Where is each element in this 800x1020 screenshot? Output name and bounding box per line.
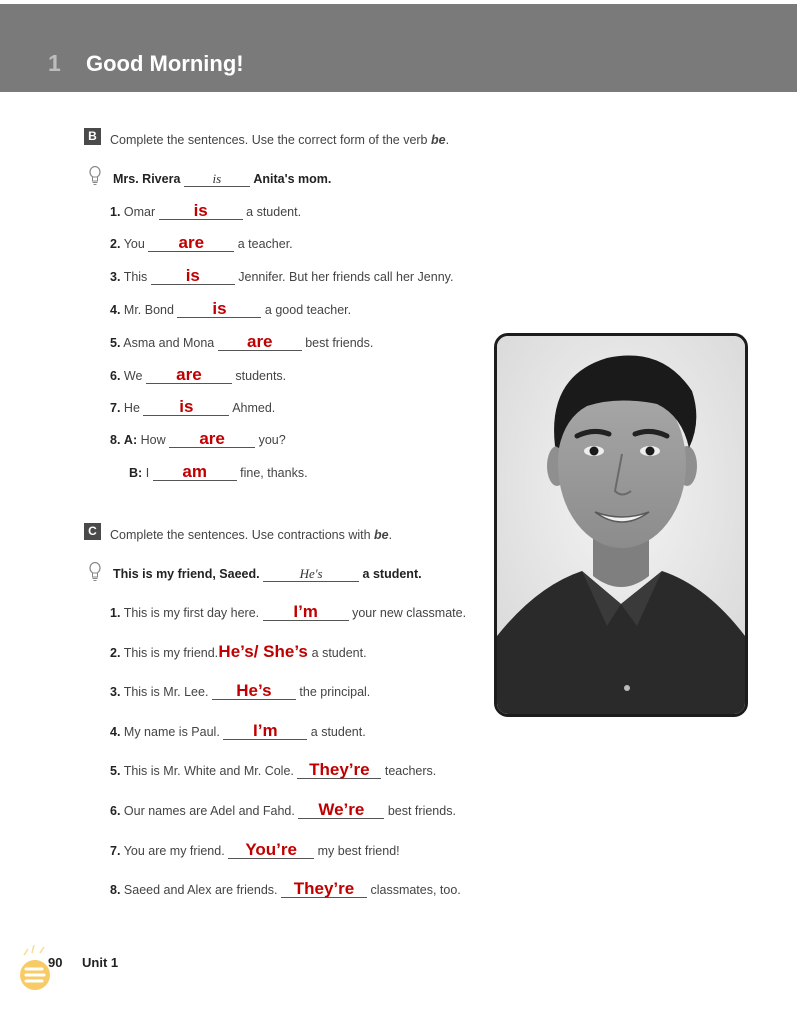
c-item-8 xyxy=(110,879,461,898)
example-blank xyxy=(263,567,359,582)
item-text-after: best friends. xyxy=(305,336,374,350)
item-text-after: a student. xyxy=(310,725,366,739)
item-number: 1. xyxy=(110,606,121,620)
answer-text: He’s xyxy=(236,681,272,700)
answer-text: are xyxy=(178,233,205,252)
section-c-instruction xyxy=(110,528,392,542)
answer-blank[interactable] xyxy=(177,299,261,318)
item-text-after: a good teacher. xyxy=(264,303,352,317)
c-item-1 xyxy=(110,602,467,621)
item-number: 5. xyxy=(110,336,121,350)
item-number: 1. xyxy=(110,205,121,219)
speaker-label: B: xyxy=(129,466,143,480)
item-text-after: you? xyxy=(258,433,286,447)
item-number: 8. xyxy=(110,433,121,447)
b-item-6 xyxy=(110,365,287,384)
section-c-example xyxy=(113,567,422,582)
item-number: 7. xyxy=(110,844,121,858)
answer-blank[interactable] xyxy=(297,760,381,779)
c-item-6 xyxy=(110,800,456,819)
answer-blank[interactable] xyxy=(298,800,384,819)
answer-text: is xyxy=(179,397,194,416)
unit-label: Unit 1 xyxy=(82,955,119,970)
item-text-after: fine, thanks. xyxy=(240,466,308,480)
section-b-example xyxy=(113,172,331,187)
c-item-4 xyxy=(110,721,366,740)
answer-blank[interactable] xyxy=(212,681,296,700)
item-number: 8. xyxy=(110,883,121,897)
example-blank xyxy=(184,172,250,187)
item-text-before: You are my friend. xyxy=(123,844,225,858)
b-item-8b xyxy=(129,462,308,481)
item-text-after: my best friend! xyxy=(317,844,400,858)
answer-text: He’s/ She’s xyxy=(218,642,308,661)
item-text-before: Omar xyxy=(123,205,156,219)
answer-blank[interactable] xyxy=(169,429,255,448)
student-portrait-image xyxy=(497,336,745,714)
answer-text: I’m xyxy=(253,721,278,740)
answer-text: They’re xyxy=(293,879,355,898)
page-number: 90 xyxy=(48,955,63,970)
answer-text: They’re xyxy=(309,760,370,779)
item-text-before: My name is Paul. xyxy=(123,725,220,739)
item-text-before: I xyxy=(145,466,150,480)
answer-blank[interactable] xyxy=(281,879,367,898)
answer-blank[interactable] xyxy=(218,332,302,351)
c-item-7 xyxy=(110,840,400,859)
item-number: 2. xyxy=(110,646,121,660)
item-text-before: He xyxy=(123,401,140,415)
item-text-before: This xyxy=(123,270,148,284)
item-number: 6. xyxy=(110,804,121,818)
lightbulb-icon xyxy=(89,166,101,186)
item-text-after: Ahmed. xyxy=(232,401,276,415)
item-text-after: a teacher. xyxy=(237,237,293,251)
instruction-text: Complete the sentences. Use contractions with xyxy=(110,528,375,542)
example-prompt: This is my friend, Saeed. xyxy=(113,567,260,581)
unit-header-bar xyxy=(0,4,797,92)
example-answer: He's xyxy=(299,566,323,581)
item-text-before: We xyxy=(123,369,143,383)
answer-blank[interactable] xyxy=(223,721,307,740)
answer-blank[interactable] xyxy=(151,266,235,285)
instruction-em: be xyxy=(374,528,389,542)
answer-text: am xyxy=(182,462,207,481)
item-text-after: a student. xyxy=(311,646,367,660)
item-text-before: How xyxy=(140,433,166,447)
answer-text: I’m xyxy=(293,602,318,621)
b-item-2 xyxy=(110,233,293,252)
item-text-after: teachers. xyxy=(384,764,437,778)
lightbulb-icon xyxy=(89,562,101,582)
answer-text: are xyxy=(199,429,225,448)
instruction-end: . xyxy=(445,133,450,147)
b-item-4 xyxy=(110,299,352,318)
example-completion: a student. xyxy=(362,567,422,581)
answer-blank[interactable] xyxy=(218,642,308,661)
section-b-instruction xyxy=(110,133,449,147)
item-text-before: You xyxy=(123,237,145,251)
item-text-after: best friends. xyxy=(387,804,456,818)
unit-title: Good Morning! xyxy=(86,51,244,76)
publisher-logo-icon xyxy=(18,945,52,993)
item-text-before: This is my friend. xyxy=(123,646,219,660)
answer-text: You’re xyxy=(245,840,297,859)
item-text-after: students. xyxy=(235,369,287,383)
answer-text: is xyxy=(185,266,200,285)
item-text-before: Asma and Mona xyxy=(123,336,215,350)
answer-blank[interactable] xyxy=(148,233,234,252)
answer-text: is xyxy=(212,299,227,318)
item-number: 3. xyxy=(110,685,121,699)
item-number: 3. xyxy=(110,270,121,284)
c-item-2 xyxy=(110,642,367,661)
answer-blank[interactable] xyxy=(159,201,243,220)
section-b-label: B xyxy=(84,128,101,145)
student-photo xyxy=(494,333,748,717)
item-number: 2. xyxy=(110,237,121,251)
item-text-before: This is my first day here. xyxy=(123,606,260,620)
item-number: 4. xyxy=(110,303,121,317)
item-number: 6. xyxy=(110,369,121,383)
b-item-7 xyxy=(110,397,276,416)
item-number: 7. xyxy=(110,401,121,415)
b-item-5 xyxy=(110,332,374,351)
instruction-end: . xyxy=(388,528,393,542)
answer-text: is xyxy=(193,201,208,220)
answer-blank[interactable] xyxy=(153,462,237,481)
b-item-3 xyxy=(110,266,454,285)
answer-text: We’re xyxy=(318,800,365,819)
answer-text: are xyxy=(246,332,273,351)
example-answer: is xyxy=(212,171,222,186)
answer-text: are xyxy=(176,365,202,384)
speaker-label: A: xyxy=(123,433,138,447)
item-text-after: the principal. xyxy=(299,685,371,699)
answer-blank[interactable] xyxy=(146,365,232,384)
example-prompt: Mrs. Rivera xyxy=(113,172,181,186)
item-text-after: a student. xyxy=(246,205,302,219)
instruction-text: Complete the sentences. Use the correct form of the verb xyxy=(110,133,431,147)
c-item-3 xyxy=(110,681,371,700)
item-text-before: This is Mr. Lee. xyxy=(123,685,209,699)
unit-number: 1 xyxy=(48,50,61,76)
item-text-before: Saeed and Alex are friends. xyxy=(123,883,278,897)
item-text-after: Jennifer. But her friends call her Jenny. xyxy=(238,270,454,284)
item-text-after: your new classmate. xyxy=(352,606,467,620)
instruction-em: be xyxy=(430,133,446,147)
b-item-8a xyxy=(110,429,286,448)
item-number: 4. xyxy=(110,725,121,739)
item-text-after: classmates, too. xyxy=(370,883,461,897)
answer-blank[interactable] xyxy=(263,602,349,621)
item-number: 5. xyxy=(110,764,121,778)
example-completion: Anita's mom. xyxy=(253,172,332,186)
answer-blank[interactable] xyxy=(228,840,314,859)
item-text-before: Our names are Adel and Fahd. xyxy=(123,804,295,818)
b-item-1 xyxy=(110,201,302,220)
answer-blank[interactable] xyxy=(143,397,229,416)
c-item-5 xyxy=(110,760,437,779)
item-text-before: This is Mr. White and Mr. Cole. xyxy=(123,764,294,778)
item-text-before: Mr. Bond xyxy=(123,303,174,317)
section-c-label: C xyxy=(84,523,101,540)
